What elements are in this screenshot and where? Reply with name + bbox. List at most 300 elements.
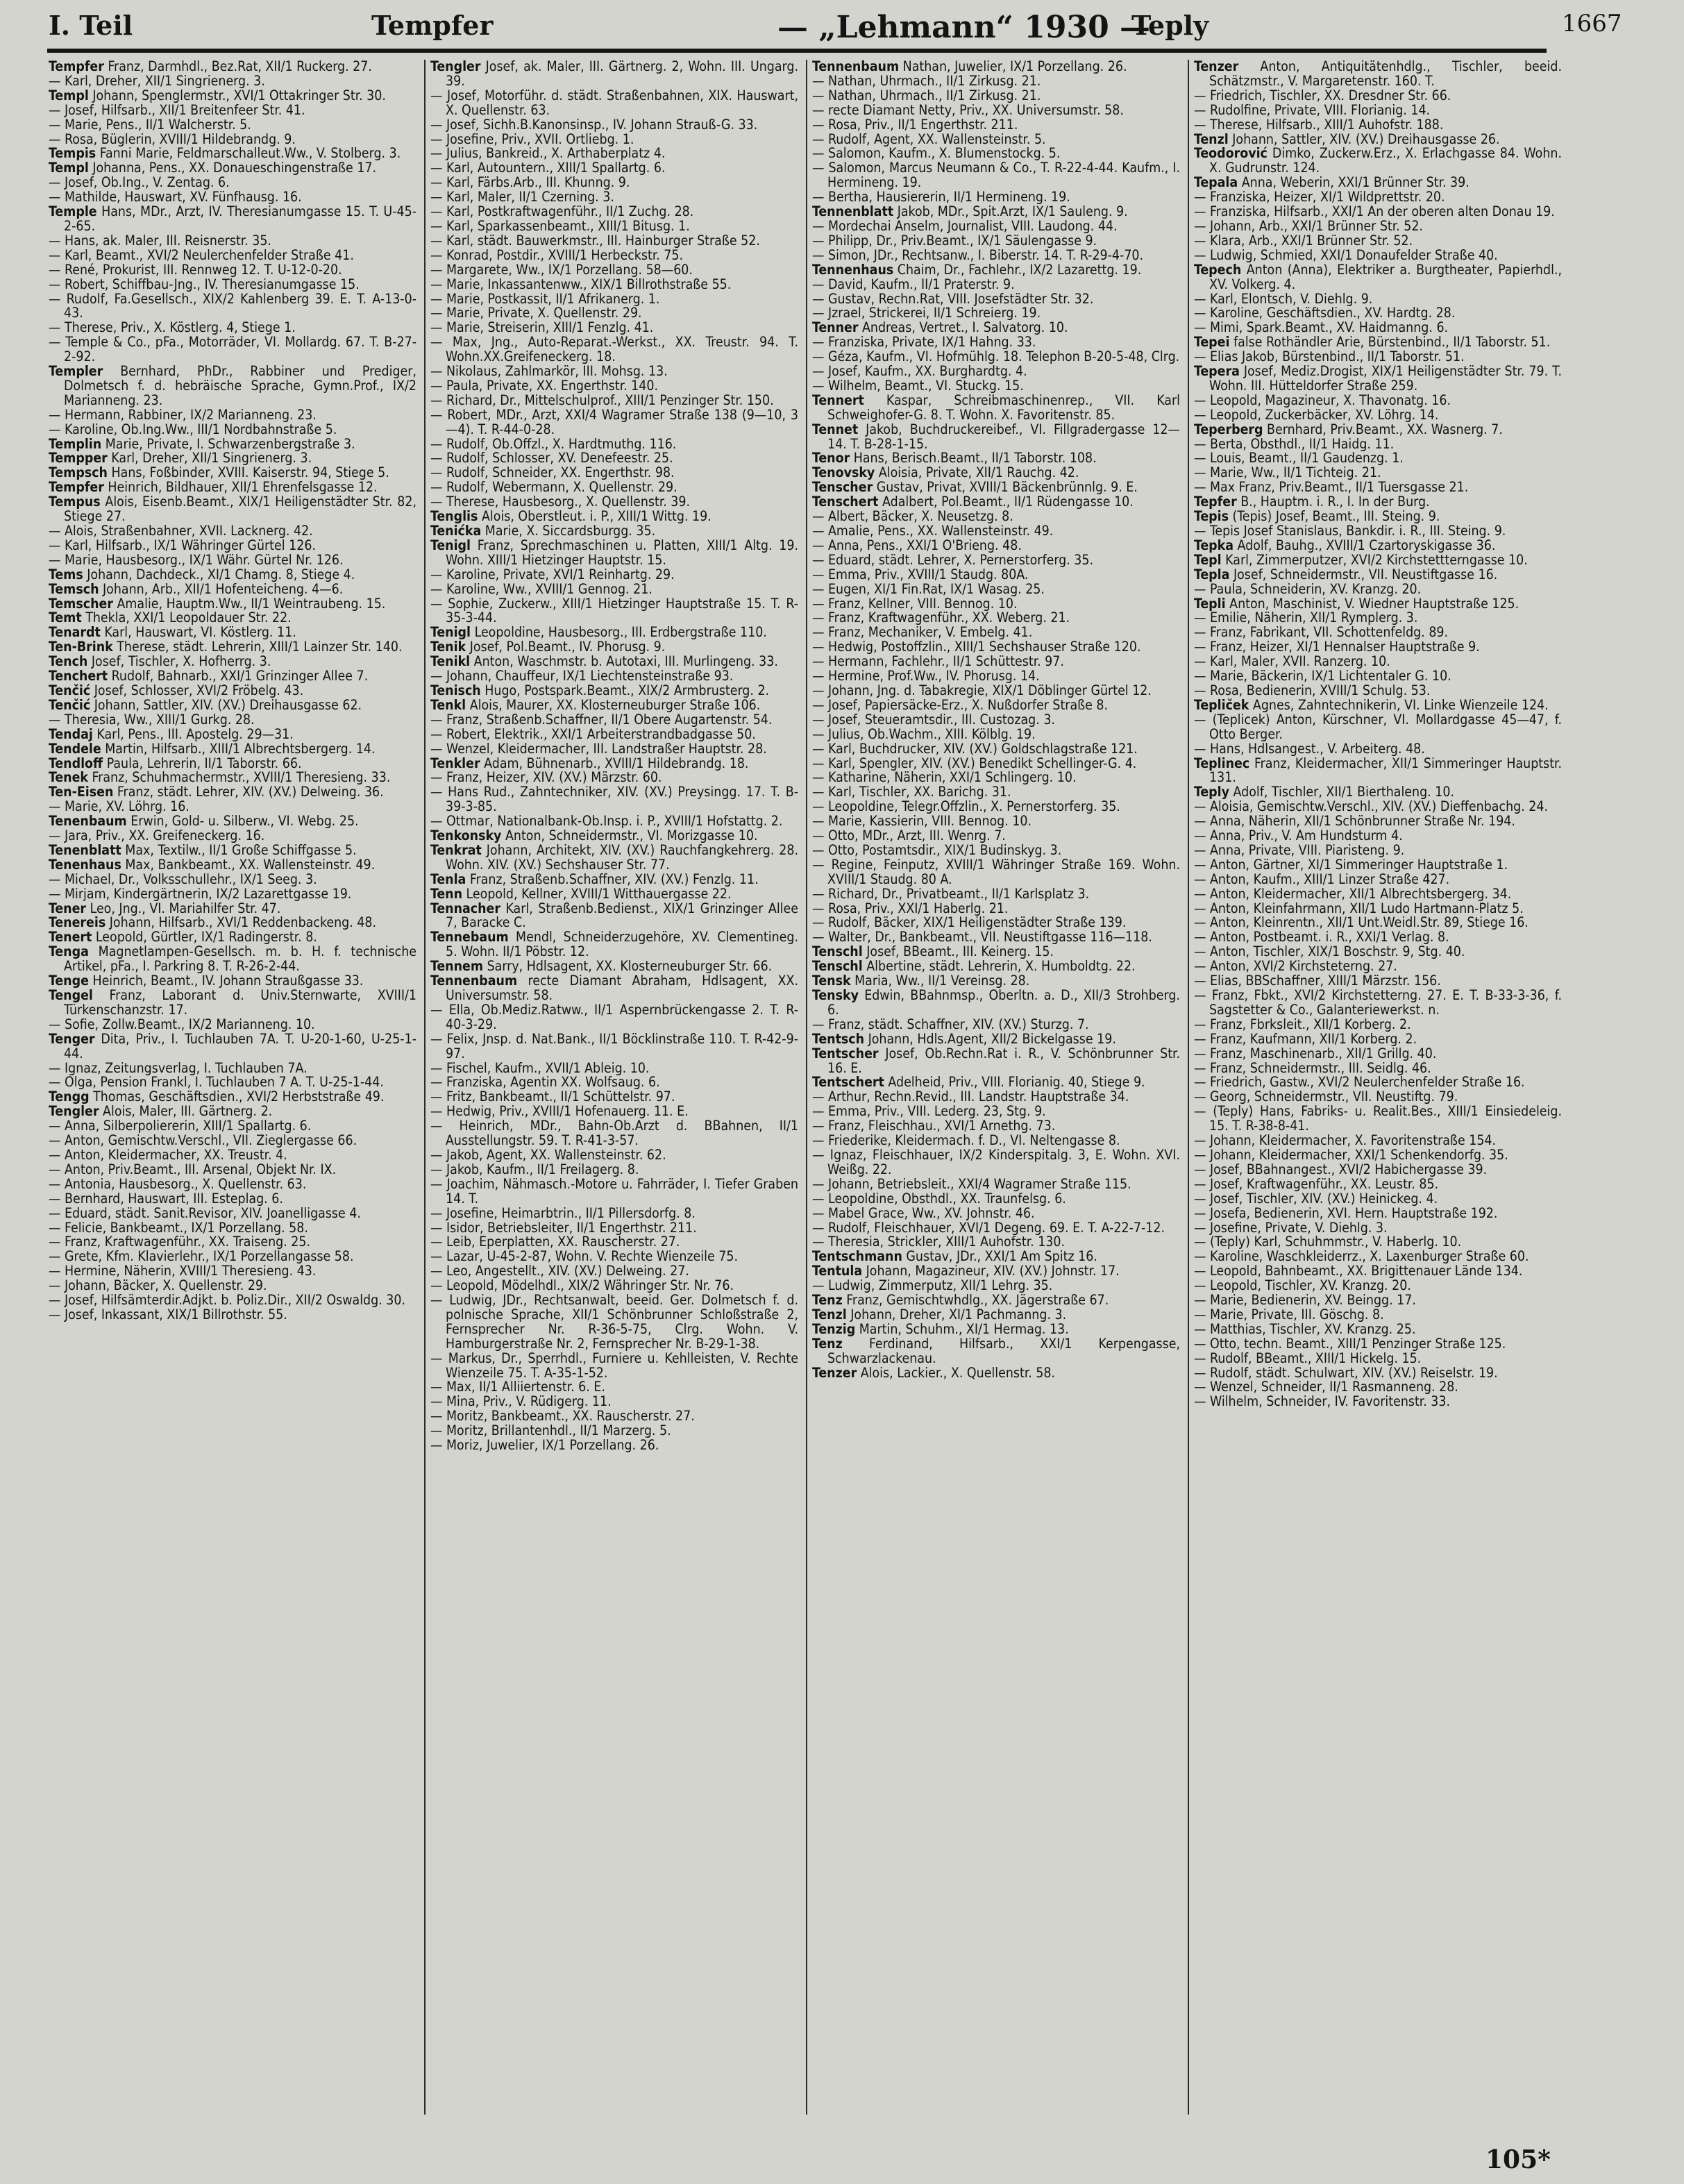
directory-entry: Tengler Alois, Maler, III. Gärtnerg. 2. xyxy=(49,1103,273,1120)
directory-entry: — Margarete, Ww., IX/1 Porzellang. 58—60. xyxy=(430,261,693,278)
entry-surname: Tennenbaum xyxy=(430,973,518,989)
directory-entry: — Leopoldine, Telegr.Offzlin., X. Pernerstorferg. 35. xyxy=(812,798,1120,815)
directory-entry: Tensky Edwin, BBahnmsp., Oberltn. a. D., XII/3 Strohberg. 6. xyxy=(812,987,1180,1018)
directory-entry: — Otto, Postamtsdir., XIX/1 Budinskyg. 3. xyxy=(812,841,1062,858)
directory-entry: Tenzer Alois, Lackier., X. Quellenstr. 58. xyxy=(812,1364,1056,1381)
entry-surname: Tepech xyxy=(1194,261,1242,278)
directory-entry: Temsch Johann, Arb., XII/1 Hofenteicheng. 4—6. xyxy=(49,580,344,597)
directory-entry: — Georg, Schneidermstr., VII. Neustiftg. 79. xyxy=(1194,1089,1458,1105)
directory-entry: — Nikolaus, Zahlmarkör, III. Mohsg. 13. xyxy=(430,363,668,380)
directory-entry: — Friedrich, Tischler, XX. Dresdner Str. 66. xyxy=(1194,87,1451,103)
directory-entry: — Karl, Spengler, XIV. (XV.) Benedikt Schellinger-G. 4. xyxy=(812,755,1137,771)
directory-entry: — Marie, Hausbesorg., IX/1 Währ. Gürtel Nr. 126. xyxy=(49,551,344,568)
directory-entry: Tennem Sarry, Hdlsagent, XX. Klosterneuburger Str. 66. xyxy=(430,958,773,975)
directory-entry: — Marie, Streiserin, XIII/1 Fenzlg. 41. xyxy=(430,319,654,336)
directory-entry: Tepis (Tepis) Josef, Beamt., III. Steing. 9. xyxy=(1194,508,1440,525)
directory-entry: — Emma, Priv., XVIII/1 Staudg. 80A. xyxy=(812,566,1029,582)
entry-surname: Tenge xyxy=(49,973,89,989)
directory-entry: Tenigl Leopoldine, Hausbesorg., III. Erdbergstraße 110. xyxy=(430,624,767,641)
entry-surname: Tempsch xyxy=(49,464,108,481)
entry-surname: Tenor xyxy=(812,450,850,467)
directory-entry: — Max, II/1 Alliiertenstr. 6. E. xyxy=(430,1379,605,1395)
directory-entry: — Rudolf, Webermann, X. Quellenstr. 29. xyxy=(430,479,677,496)
entry-surname: Temple xyxy=(49,203,97,220)
directory-entry: Tennenhaus Chaim, Dr., Fachlehr., IX/2 Lazarettg. 19. xyxy=(812,261,1142,278)
directory-entry: — Josef, BBahnangest., XVI/2 Habichergasse 39. xyxy=(1194,1161,1488,1177)
header-page-number: 1667 xyxy=(1562,10,1622,37)
entry-surname: Tempfer xyxy=(49,60,104,74)
directory-entry: Teodorović Dimko, Zuckerw.Erz., X. Erlachgasse 84. Wohn. X. Gudrunstr. 124. xyxy=(1194,145,1562,176)
directory-entry: — Josefine, Private, V. Diehlg. 3. xyxy=(1194,1219,1388,1236)
directory-entry: — Karl, Sparkassenbeamt., XIII/1 Bitusg. 1. xyxy=(430,217,690,234)
directory-entry: — Felicie, Bankbeamt., IX/1 Porzellang. 58. xyxy=(49,1219,308,1236)
directory-entry: — Arthur, Rechn.Revid., III. Landstr. Hauptstraße 34. xyxy=(812,1089,1129,1105)
directory-entry: — Josef, Kraftwagenführ., XX. Leustr. 85. xyxy=(1194,1175,1439,1192)
directory-entry: — Karl, Maler, XVII. Ranzerg. 10. xyxy=(1194,653,1390,670)
directory-entry: — Josef, Kaufm., XX. Burghardtg. 4. xyxy=(812,363,1027,380)
directory-entry: Tenigl Franz, Sprechmaschinen u. Platten, XIII/1 Altg. 19. Wohn. XIII/1 Hietzinger Hauptstr. 15. xyxy=(430,537,798,568)
directory-entry: Tenčić Josef, Schlosser, XVI/2 Fröbelg. 43. xyxy=(49,682,304,698)
entry-surname: Tenkrat xyxy=(430,841,482,858)
directory-entry: Tenschl Albertine, städt. Lehrerin, X. Humboldtg. 22. xyxy=(812,958,1136,975)
directory-entry: Tennert Kaspar, Schreibmaschinenrep., VII. Karl Schweighofer-G. 8. T. Wohn. X. Favoritenstr. 85. xyxy=(812,392,1180,423)
entry-surname: Tenzl xyxy=(812,1306,847,1322)
directory-entry: — (Teply) Hans, Fabriks- u. Realit.Bes., XIII/1 Einsiedeleig. 15. T. R-38-8-41. xyxy=(1194,1103,1562,1134)
directory-entry: — Ottmar, Nationalbank-Ob.Insp. i. P., XVIII/1 Hofstattg. 2. xyxy=(430,813,783,830)
directory-entry: — Therese, Priv., X. Köstlerg. 4, Stiege 1. xyxy=(49,319,296,336)
directory-entry: Temscher Amalie, Hauptm.Ww., II/1 Weintraubeng. 15. xyxy=(49,595,386,612)
directory-entry: — Karl, Hilfsarb., IX/1 Währinger Gürtel 126. xyxy=(49,537,316,553)
directory-entry: — Nathan, Uhrmach., II/1 Zirkusg. 21. xyxy=(812,72,1041,89)
entry-surname: Tenschl xyxy=(812,943,863,960)
directory-entry: Tennebaum Mendl, Schneiderzugehöre, XV. Clementineg. 5. Wohn. II/1 Pöbstr. 12. xyxy=(430,929,798,960)
directory-entry: Tepka Adolf, Bauhg., XVIII/1 Czartoryskigasse 36. xyxy=(1194,537,1496,553)
directory-entry: — Wenzel, Schneider, II/1 Rasmanneng. 28. xyxy=(1194,1379,1458,1395)
directory-entry: — Markus, Dr., Sperrhdl., Furniere u. Kehlleisten, V. Rechte Wienzeile 75. T. A-35-1-52. xyxy=(430,1350,798,1381)
directory-entry: — Franz, Fabrikant, VII. Schottenfeldg. 89. xyxy=(1194,624,1449,641)
column-divider xyxy=(806,60,807,2115)
directory-entry: — Hedwig, Priv., XVIII/1 Hofenauerg. 11. E. xyxy=(430,1103,689,1120)
directory-entry: — Leopold, Magazineur, X. Thavonatg. 16. xyxy=(1194,392,1451,408)
directory-entry: — Rosa, Büglerin, XVIII/1 Hildebrandg. 9. xyxy=(49,131,296,147)
header-first-word: Tempfer xyxy=(371,10,494,41)
directory-entry: — Josef, Hilfsarb., XII/1 Breitenfeer Str. 41. xyxy=(49,101,305,118)
directory-entry: Tenkrat Johann, Architekt, XIV. (XV.) Rauchfangkehrerg. 28. Wohn. XIV. (XV.) Sechshauser Str. 77. xyxy=(430,841,798,873)
directory-entry: — Simon, JDr., Rechtsanw., I. Biberstr. 14. T. R-29-4-70. xyxy=(812,246,1144,263)
entry-surname: Teodorović xyxy=(1194,145,1268,162)
entry-surname: Temt xyxy=(49,610,82,626)
directory-entry: — Rudolf, städt. Schulwart, XIV. (XV.) Reiselstr. 19. xyxy=(1194,1364,1498,1381)
entry-surname: Tempus xyxy=(49,494,101,510)
directory-entry: — Jzrael, Strickerei, II/1 Schreierg. 19. xyxy=(812,305,1041,321)
directory-entry: — Rudolfine, Private, VIII. Florianig. 14. xyxy=(1194,101,1431,118)
page-signature: 105* xyxy=(1485,2145,1551,2174)
directory-entry: — Hermann, Fachlehr., II/1 Schüttestr. 97. xyxy=(812,653,1064,670)
directory-entry: Ten-Brink Therese, städt. Lehrerin, XIII/1 Lainzer Str. 140. xyxy=(49,639,403,655)
directory-entry: — Gustav, Rechn.Rat, VIII. Josefstädter Str. 32. xyxy=(812,290,1094,307)
directory-entry: Tenn Leopold, Kellner, XVIII/1 Witthauergasse 22. xyxy=(430,885,732,902)
directory-entry: — Isidor, Betriebsleiter, II/1 Engerthstr. 211. xyxy=(430,1219,697,1236)
directory-entry: Tenardt Karl, Hauswart, VI. Köstlerg. 11. xyxy=(49,624,296,641)
entry-surname: Teply xyxy=(1194,784,1229,800)
directory-entry: — Fritz, Bankbeamt., II/1 Schüttelstr. 97. xyxy=(430,1089,675,1105)
directory-entry: — Karl, städt. Bauwerkmstr., III. Hainburger Straße 52. xyxy=(430,232,760,249)
directory-entry: — Walter, Dr., Bankbeamt., VII. Neustiftgasse 116—118. xyxy=(812,929,1152,946)
directory-entry: — Friederike, Kleidermach. f. D., VI. Neltengasse 8. xyxy=(812,1132,1120,1149)
directory-entry: Tenenhaus Max, Bankbeamt., XX. Wallensteinstr. 49. xyxy=(49,856,376,873)
directory-entry: Tenzl Johann, Sattler, XIV. (XV.) Dreihausgasse 26. xyxy=(1194,131,1500,147)
directory-entry: — recte Diamant Netty, Priv., XX. Universumstr. 58. xyxy=(812,101,1124,118)
header-rule xyxy=(47,49,1547,53)
directory-entry: — Anna, Silberpoliererin, XIII/1 Spallartg. 6. xyxy=(49,1118,312,1134)
directory-entry: — Josef, Steueramtsdir., III. Custozag. 3. xyxy=(812,711,1055,728)
directory-entry: — Philipp, Dr., Priv.Beamt., IX/1 Säulengasse 9. xyxy=(812,232,1097,249)
directory-entry: — Max Franz, Priv.Beamt., II/1 Tuersgasse 21. xyxy=(1194,479,1469,496)
directory-entry: — Josef, Sichh.B.Kanonsinsp., IV. Johann Strauß-G. 33. xyxy=(430,116,758,133)
directory-entry: Tenikl Anton, Waschmstr. b. Autotaxi, III. Murlingeng. 33. xyxy=(430,653,778,670)
directory-entry: Tenovsky Aloisia, Private, XII/1 Rauchg. 42. xyxy=(812,464,1079,481)
directory-entry: Tepliček Agnes, Zahntechnikerin, VI. Linke Wienzeile 124. xyxy=(1194,696,1549,713)
directory-entry: — Friedrich, Gastw., XVI/2 Neulerchenfelder Straße 16. xyxy=(1194,1074,1525,1091)
entry-surname: Tenenhaus xyxy=(49,856,121,873)
entry-surname: Tenik xyxy=(430,639,466,655)
directory-entry: — Bertha, Hausiererin, II/1 Hermineng. 19. xyxy=(812,189,1070,205)
directory-entry: — Karoline, Ww., XVIII/1 Gennog. 21. xyxy=(430,580,652,597)
entry-surname: Tenkl xyxy=(430,696,466,713)
directory-entry: — Karoline, Ob.Ing.Ww., III/1 Nordbahnstraße 5. xyxy=(49,421,337,437)
header-part: I. Teil xyxy=(49,10,133,41)
directory-entry: — Anna, Private, VIII. Piaristeng. 9. xyxy=(1194,841,1405,858)
directory-entry: — Temple & Co., pFa., Motorräder, VI. Mollardg. 67. T. B-27-2-92. xyxy=(49,334,416,365)
directory-entry: — Anna, Pens., XXI/1 O'Brieng. 48. xyxy=(812,537,1022,553)
directory-entry: — Marie, XV. Löhrg. 16. xyxy=(49,798,190,815)
directory-entry: — Franz, Straßenb.Schaffner, II/1 Obere Augartenstr. 54. xyxy=(430,711,773,728)
directory-entry: — Leopold, Zuckerbäcker, XV. Löhrg. 14. xyxy=(1194,406,1439,423)
directory-entry: — Regine, Feinputz, XVIII/1 Währinger Straße 169. Wohn. XVIII/1 Staudg. 80 A. xyxy=(812,856,1180,887)
directory-entry: Tempsch Hans, Foßbinder, XVIII. Kaiserstr. 94, Stiege 5. xyxy=(49,464,389,481)
directory-entry: — Johann, Betriebsleit., XXI/4 Wagramer Straße 115. xyxy=(812,1175,1131,1192)
entry-surname: Tensk xyxy=(812,973,851,989)
directory-entry: — Marie, Bedienerin, XV. Beingg. 17. xyxy=(1194,1292,1416,1309)
directory-entry: — Marie, Ww., II/1 Tichteig. 21. xyxy=(1194,464,1381,481)
directory-entry: — Franz, Heizer, XI/1 Hennalser Hauptstraße 9. xyxy=(1194,639,1480,655)
directory-entry: — Anton, Tischler, XIX/1 Boschstr. 9, Stg. 40. xyxy=(1194,943,1465,960)
entry-surname: Tenovsky xyxy=(812,464,875,481)
entry-surname: Tenkler xyxy=(430,755,480,771)
directory-entry: — Marie, Kassierin, VIII. Bennog. 10. xyxy=(812,813,1032,830)
directory-entry: Tepla Josef, Schneidermstr., VII. Neustiftgasse 16. xyxy=(1194,566,1498,582)
entry-surname: Ten-Brink xyxy=(49,639,113,655)
directory-entry: — Therese, Hausbesorg., X. Quellenstr. 39. xyxy=(430,494,691,510)
directory-entry: — Karl, Postkraftwagenführ., II/1 Zuchg. 28. xyxy=(430,203,694,220)
directory-entry: — Karl, Beamt., XVI/2 Neulerchenfelder Straße 41. xyxy=(49,246,354,263)
directory-entry: Templer Bernhard, PhDr., Rabbiner und Prediger, Dolmetsch f. d. hebräische Sprache, Gymn.Prof., IX/2 Marianneng. 23. xyxy=(49,363,416,408)
entry-surname: Temscher xyxy=(49,595,113,612)
entry-surname: Tennebaum xyxy=(430,929,509,946)
directory-entry: Tener Leo, Jng., VI. Mariahilfer Str. 47. xyxy=(49,900,281,916)
directory-entry: — Rosa, Priv., XXI/1 Haberlg. 21. xyxy=(812,900,1009,916)
entry-surname: Tempper xyxy=(49,450,108,467)
entry-surname: Tenzl xyxy=(1194,131,1229,147)
directory-entry: Tenzer Anton, Antiquitätenhdlg., Tischler, beeid. Schätzmstr., V. Margaretenstr. 160. T. xyxy=(1194,60,1562,89)
directory-entry: Temple Hans, MDr., Arzt, IV. Theresianumgasse 15. T. U-45-2-65. xyxy=(49,203,416,234)
entry-surname: Tenereis xyxy=(49,914,106,931)
directory-entry: Tentschert Adelheid, Priv., VIII. Florianig. 40, Stiege 9. xyxy=(812,1074,1145,1091)
directory-entry: Tenschl Josef, BBeamt., III. Keinerg. 15. xyxy=(812,943,1054,960)
directory-entry: — Franziska, Private, IX/1 Hahng. 33. xyxy=(812,334,1036,351)
directory-entry: — Franz, Fbrksleit., XII/1 Korberg. 2. xyxy=(1194,1016,1411,1032)
directory-entry: — Otto, MDr., Arzt, III. Wenrg. 7. xyxy=(812,828,1006,844)
directory-entry: — Rudolf, Schlosser, XV. Denefeestr. 25. xyxy=(430,450,673,467)
directory-entry: Tenkl Alois, Maurer, XX. Klosterneuburger Straße 106. xyxy=(430,696,761,713)
directory-entry: — Julius, Bankreid., X. Arthaberplatz 4. xyxy=(430,145,666,162)
directory-entry: — Karl, Maler, II/1 Czerning. 3. xyxy=(430,189,614,205)
directory-entry: — Anton, Kleinrentn., XII/1 Unt.Weidl.Str. 89, Stiege 16. xyxy=(1194,914,1529,931)
directory-entry: — Sofie, Zollw.Beamt., IX/2 Marianneng. 10. xyxy=(49,1016,315,1032)
directory-entry: — Josef, Motorführ. d. städt. Straßenbahnen, XIX. Hauswart, X. Quellenstr. 63. xyxy=(430,87,798,118)
directory-entry: — Anton, Kaufm., XIII/1 Linzer Straße 427. xyxy=(1194,871,1450,887)
entry-surname: Tentsch xyxy=(812,1030,865,1047)
directory-entry: Tennet Jakob, Buchdruckereibef., VI. Fillgradergasse 12—14. T. B-28-1-15. xyxy=(812,421,1180,452)
directory-entry: Tentscher Josef, Ob.Rechn.Rat i. R., V. Schönbrunner Str. 16. E. xyxy=(812,1045,1180,1076)
directory-entry: Temt Thekla, XXI/1 Leopoldauer Str. 22. xyxy=(49,610,292,626)
directory-entry: — Franz, Schneidermstr., III. Seidlg. 46. xyxy=(1194,1059,1431,1076)
directory-entry: Tendloff Paula, Lehrerin, II/1 Taborstr. 66. xyxy=(49,755,302,771)
entry-surname: Tenek xyxy=(49,769,89,786)
directory-entry: — Rudolf, BBeamt., XIII/1 Hickelg. 15. xyxy=(1194,1350,1422,1366)
directory-entry: — Mirjam, Kindergärtnerin, IX/2 Lazarettgasse 19. xyxy=(49,885,352,902)
directory-entry: — Moritz, Bankbeamt., XX. Rauscherstr. 27. xyxy=(430,1408,695,1425)
directory-entry: — Karl, Elontsch, V. Diehlg. 9. xyxy=(1194,290,1373,307)
directory-entry: — Josef, Hilfsämterdir.Adjkt. b. Poliz.Dir., XII/2 Oswaldg. 30. xyxy=(49,1292,406,1309)
directory-entry: — Robert, Elektrik., XXI/1 Arbeiterstrandbadgasse 50. xyxy=(430,725,756,742)
directory-entry: Tenčić Johann, Sattler, XIV. (XV.) Dreihausgasse 62. xyxy=(49,696,362,713)
entry-surname: Teperberg xyxy=(1194,421,1263,437)
entry-surname: Tenz xyxy=(812,1292,843,1309)
directory-entry: — Jara, Priv., XX. Greifeneckerg. 16. xyxy=(49,828,265,844)
directory-entry: — Hermine, Näherin, XVIII/1 Theresieng. 43. xyxy=(49,1263,317,1279)
entry-surname: Tennenblatt xyxy=(812,203,894,220)
directory-entry: — Max, Jng., Auto-Reparat.-Werkst., XX. Treustr. 94. T. Wohn.XX.Greifeneckerg. 18. xyxy=(430,334,798,365)
directory-entry: — Emilie, Näherin, XII/1 Rymplerg. 3. xyxy=(1194,610,1418,626)
directory-entry: — Albert, Bäcker, X. Neusetzg. 8. xyxy=(812,508,1013,525)
directory-entry: Tempis Fanni Marie, Feldmarschalleut.Ww., V. Stolberg. 3. xyxy=(49,145,401,162)
page-header xyxy=(0,6,1684,47)
entry-surname: Templ xyxy=(49,160,89,176)
directory-entry: — Jakob, Kaufm., II/1 Freilagerg. 8. xyxy=(430,1161,639,1177)
directory-entry: — Ludwig, Schmied, XXI/1 Donaufelder Straße 40. xyxy=(1194,246,1498,263)
directory-entry: — Karl, Tischler, XX. Barichg. 31. xyxy=(812,784,1011,800)
directory-entry: — Anna, Näherin, XII/1 Schönbrunner Straße Nr. 194. xyxy=(1194,813,1515,830)
entry-surname: Tenenblatt xyxy=(49,841,121,858)
entry-surname: Tenićka xyxy=(430,523,482,539)
entry-surname: Tepliček xyxy=(1194,696,1249,713)
directory-entry: — Mabel Grace, Ww., XV. Johnstr. 46. xyxy=(812,1204,1035,1221)
directory-entry: — Eugen, XI/1 Fin.Rat, IX/1 Wasag. 25. xyxy=(812,580,1045,597)
directory-entry: — Franziska, Agentin XX. Wolfsaug. 6. xyxy=(430,1074,660,1091)
entry-surname: Tenscher xyxy=(812,479,873,496)
directory-entry: — Richard, Dr., Mittelschulprof., XIII/1 Penzinger Str. 150. xyxy=(430,392,774,408)
directory-entry: Tenereis Johann, Hilfsarb., XVI/1 Reddenbackeng. 48. xyxy=(49,914,377,931)
entry-surname: Tentscher xyxy=(812,1045,879,1061)
directory-entry: Tengel Franz, Laborant d. Univ.Sternwarte, XVIII/1 Türkenschanzstr. 17. xyxy=(49,987,416,1018)
directory-entry: — Johann, Chauffeur, IX/1 Liechtensteinstraße 93. xyxy=(430,668,734,684)
entry-surname: Tepala xyxy=(1194,174,1238,191)
entry-surname: Tennenbaum xyxy=(812,60,900,74)
directory-entry: Teperberg Bernhard, Priv.Beamt., XX. Wasnerg. 7. xyxy=(1194,421,1503,437)
directory-entry: — Franz, Kellner, VIII. Bennog. 10. xyxy=(812,595,1018,612)
entry-surname: Tener xyxy=(49,900,87,916)
directory-entry: Tempfer Franz, Darmhdl., Bez.Rat, XII/1 Ruckerg. 27. xyxy=(49,60,372,74)
directory-entry: — Josefine, Heimarbtrin., II/1 Pillersdorfg. 8. xyxy=(430,1204,696,1221)
directory-entry: — Leib, Eperplatten, XX. Rauscherstr. 27. xyxy=(430,1234,680,1250)
directory-entry: — Marie, Postkassit, II/1 Afrikanerg. 1. xyxy=(430,290,660,307)
directory-entry: — Karl, Färbs.Arb., III. Khunng. 9. xyxy=(430,174,630,191)
directory-entry: Tenzl Johann, Dreher, XI/1 Pachmanng. 3. xyxy=(812,1306,1067,1322)
directory-entry: — Lazar, U-45-2-87, Wohn. V. Rechte Wienzeile 75. xyxy=(430,1248,738,1265)
directory-entry: — Marie, Private, X. Quellenstr. 29. xyxy=(430,305,642,321)
entry-surname: Tendaj xyxy=(49,725,93,742)
directory-entry: Tempper Karl, Dreher, XII/1 Singrienerg. 3. xyxy=(49,450,312,467)
directory-entry: Tench Josef, Tischler, X. Hofherrg. 3. xyxy=(49,653,271,670)
directory-entry: — Leopoldine, Obsthdl., XX. Traunfelsg. 6. xyxy=(812,1190,1066,1207)
directory-entry: — Ludwig, JDr., Rechtsanwalt, beeid. Ger. Dolmetsch f. d. polnische Sprache, XII/1 Schönbrunner Schloßstraße 2, Fernsprecher Nr. R-36-5-75, Clrg. Wohn. V. Hamburgerstraße Nr. 2, Fernsprecher Nr. B-29-1-38. xyxy=(430,1292,798,1352)
directory-entry: — Franz, Heizer, XIV. (XV.) Märzstr. 60. xyxy=(430,769,662,786)
directory-entry: Tendaj Karl, Pens., III. Apostelg. 29—31. xyxy=(49,725,294,742)
directory-entry: — Franz, Kraftwagenführ., XX. Traiseng. 25. xyxy=(49,1234,311,1250)
directory-entry: — Johann, Kleidermacher, XXI/1 Schenkendorfg. 35. xyxy=(1194,1146,1508,1163)
directory-entry: Tentschmann Gustav, JDr., XXI/1 Am Spitz 16. xyxy=(812,1248,1097,1265)
directory-entry: Tentula Johann, Magazineur, XIV. (XV.) Johnstr. 17. xyxy=(812,1263,1120,1279)
directory-entry: Tems Johann, Dachdeck., XI/1 Chamg. 8, Stiege 4. xyxy=(49,566,355,582)
entry-surname: Tentschert xyxy=(812,1074,884,1091)
directory-entry: Tennenbaum recte Diamant Abraham, Hdlsagent, XX. Universumstr. 58. xyxy=(430,973,798,1003)
directory-entry: — Theresia, Strickler, XIII/1 Auhofstr. 130. xyxy=(812,1234,1066,1250)
directory-entry: Tenkler Adam, Bühnenarb., XVIII/1 Hildebrandg. 18. xyxy=(430,755,749,771)
entry-surname: Tenigl xyxy=(430,624,471,641)
directory-entry: — Louis, Beamt., II/1 Gaudenzg. 1. xyxy=(1194,450,1404,467)
entry-surname: Tenger xyxy=(49,1030,95,1047)
header-title: — „Lehmann“ 1930 — xyxy=(777,10,1151,45)
entry-surname: Tepei xyxy=(1194,334,1230,351)
directory-entry: — Joachim, Nähmasch.-Motore u. Fahrräder, I. Tiefer Graben 14. T. xyxy=(430,1175,798,1207)
directory-entry: — Marie, Inkassantenww., XIX/1 Billrothstraße 55. xyxy=(430,276,732,292)
entry-surname: Tengler xyxy=(49,1103,99,1120)
directory-entry: — Rudolf, Fa.Gesellsch., XIX/2 Kahlenberg 39. E. T. A-13-0-43. xyxy=(49,290,416,321)
directory-entry: — Richard, Dr., Privatbeamt., II/1 Karlsplatz 3. xyxy=(812,885,1090,902)
directory-entry: — Franz, Kaufmann, XII/1 Korberg. 2. xyxy=(1194,1030,1417,1047)
directory-entry: — Alois, Straßenbahner, XVII. Lacknerg. 42. xyxy=(49,523,313,539)
directory-entry: — Fischel, Kaufm., XVII/1 Ableig. 10. xyxy=(430,1059,650,1076)
directory-entry: Tengg Thomas, Geschäftsdien., XVI/2 Herbststraße 49. xyxy=(49,1089,385,1105)
directory-entry: — Grete, Kfm. Klavierlehr., IX/1 Porzellangasse 58. xyxy=(49,1248,354,1265)
column-divider xyxy=(1188,60,1189,2115)
directory-entry: — Wilhelm, Schneider, IV. Favoritenstr. 33. xyxy=(1194,1393,1451,1410)
directory-entry: — Wilhelm, Beamt., VI. Stuckg. 15. xyxy=(812,377,1024,394)
directory-entry: — Aloisia, Gemischtw.Verschl., XIV. (XV.) Dieffenbachg. 24. xyxy=(1194,798,1549,815)
directory-entry: Tenchert Rudolf, Bahnarb., XXI/1 Grinzinger Allee 7. xyxy=(49,668,369,684)
directory-entry: Tenkonsky Anton, Schneidermstr., VI. Morizgasse 10. xyxy=(430,828,758,844)
header-last-word: Teply xyxy=(1131,10,1209,41)
directory-entry: Templ Johann, Spenglermstr., XVI/1 Ottakringer Str. 30. xyxy=(49,87,386,103)
directory-entry: Tenzig Martin, Schuhm., XI/1 Hermag. 13. xyxy=(812,1320,1069,1337)
directory-entry: — Jakob, Agent, XX. Wallensteinstr. 62. xyxy=(430,1146,666,1163)
entry-surname: Tenzig xyxy=(812,1320,856,1337)
entry-surname: Tenardt xyxy=(49,624,101,641)
entry-surname: Tepl xyxy=(1194,551,1222,568)
directory-entry: — Franz, städt. Schaffner, XIV. (XV.) Sturzg. 7. xyxy=(812,1016,1089,1032)
directory-entry: — Amalie, Pens., XX. Wallensteinstr. 49. xyxy=(812,523,1054,539)
entry-surname: Tenn xyxy=(430,885,463,902)
directory-entry: — Rudolf, Bäcker, XIX/1 Heiligenstädter Straße 139. xyxy=(812,914,1127,931)
entry-surname: Tenner xyxy=(812,319,859,336)
entry-surname: Temsch xyxy=(49,580,99,597)
directory-entry: — Leopold, Mödelhdl., XIX/2 Währinger Str. Nr. 76. xyxy=(430,1277,734,1294)
directory-entry: — Marie, Bäckerin, IX/1 Lichtentaler G. 10. xyxy=(1194,668,1451,684)
directory-entry: Tenenblatt Max, Textilw., II/1 Große Schiffgasse 5. xyxy=(49,841,357,858)
directory-entry: — Otto, techn. Beamt., XIII/1 Penzinger Straße 125. xyxy=(1194,1335,1506,1352)
directory-entry: — Konrad, Postdir., XVIII/1 Herbeckstr. 75. xyxy=(430,246,684,263)
directory-entry: — Mordechai Anselm, Journalist, VIII. Laudong. 44. xyxy=(812,217,1118,234)
directory-entry: Tepala Anna, Weberin, XXI/1 Brünner Str. 39. xyxy=(1194,174,1470,191)
directory-entry: — Paula, Schneiderin, XV. Kranzg. 20. xyxy=(1194,580,1422,597)
entry-surname: Templin xyxy=(49,435,102,452)
directory-entry: — Ella, Ob.Mediz.Ratww., II/1 Aspernbrückengasse 2. T. R-40-3-29. xyxy=(430,1001,798,1032)
directory-entry: — Karoline, Geschäftsdien., XV. Hardtg. 28. xyxy=(1194,305,1456,321)
entry-surname: Tendloff xyxy=(49,755,103,771)
directory-entry: — Mathilde, Hauswart, XV. Fünfhausg. 16. xyxy=(49,189,302,205)
directory-entry: — Elias Jakob, Bürstenbind., II/1 Taborstr. 51. xyxy=(1194,348,1465,365)
directory-column-2 xyxy=(430,60,798,2115)
directory-entry: — Karoline, Waschkleiderrz., X. Laxenburger Straße 60. xyxy=(1194,1248,1529,1265)
directory-entry: — Josef, Tischler, XIV. (XV.) Heinickeg. 4. xyxy=(1194,1190,1438,1207)
entry-surname: Templ xyxy=(49,87,89,103)
directory-entry: Tenglis Alois, Oberstleut. i. P., XIII/1 Wittg. 19. xyxy=(430,508,712,525)
directory-entry: Tennenblatt Jakob, MDr., Spit.Arzt, IX/1 Sauleng. 9. xyxy=(812,203,1128,220)
entry-surname: Tenisch xyxy=(430,682,481,698)
directory-entry: — Anton, Kleidermacher, XX. Treustr. 4. xyxy=(49,1146,287,1163)
directory-entry: — Karl, Autountern., XIII/1 Spallartg. 6. xyxy=(430,160,666,176)
directory-entry: — Rosa, Bedienerin, XVIII/1 Schulg. 53. xyxy=(1194,682,1431,698)
directory-entry: — Hans, ak. Maler, III. Reisnerstr. 35. xyxy=(49,232,271,249)
directory-entry: Tendele Martin, Hilfsarb., XIII/1 Albrechtsbergerg. 14. xyxy=(49,740,376,757)
directory-entry: — Josefine, Priv., XVII. Ortliebg. 1. xyxy=(430,131,634,147)
directory-entry: — René, Prokurist, III. Rennweg 12. T. U-12-0-20. xyxy=(49,261,342,278)
directory-entry: — Robert, MDr., Arzt, XXI/4 Wagramer Straße 138 (9—10, 3—4). T. R-44-0-28. xyxy=(430,406,798,437)
directory-entry: Tenga Magnetlampen-Gesellsch. m. b. H. f. technische Artikel, pFa., I. Parkring 8. T. R-26-2-44. xyxy=(49,943,416,975)
entry-surname: Tenla xyxy=(430,871,466,887)
directory-entry: — Olga, Pension Frankl, I. Tuchlauben 7 A. T. U-25-1-44. xyxy=(49,1074,384,1091)
directory-entry: Tenisch Hugo, Postspark.Beamt., XIX/2 Armbrusterg. 2. xyxy=(430,682,770,698)
directory-entry: — Hans Rud., Zahntechniker, XIV. (XV.) Preysingg. 17. T. B-39-3-85. xyxy=(430,784,798,815)
directory-entry: — Nathan, Uhrmach., II/1 Zirkusg. 21. xyxy=(812,87,1041,103)
entry-surname: Tengel xyxy=(49,987,93,1003)
directory-entry: — Anton, Postbeamt. i. R., XXI/1 Verlag. 8. xyxy=(1194,929,1449,946)
directory-entry: Tenz Ferdinand, Hilfsarb., XXI/1 Kerpengasse, Schwarzlackenau. xyxy=(812,1335,1180,1366)
directory-entry: — Bernhard, Hauswart, III. Esteplag. 6. xyxy=(49,1190,283,1207)
directory-entry: — Ignaz, Fleischhauer, IX/2 Kinderspitalg. 3, E. Wohn. XVI. Weißg. 22. xyxy=(812,1146,1180,1177)
entry-surname: Tengg xyxy=(49,1089,90,1105)
entry-surname: Tepla xyxy=(1194,566,1230,582)
directory-entry: Tenge Heinrich, Beamt., IV. Johann Straußgasse 33. xyxy=(49,973,364,989)
entry-surname: Tenert xyxy=(49,929,92,946)
column-divider xyxy=(424,60,426,2115)
directory-entry: — Rudolf, Schneider, XX. Engerthstr. 98. xyxy=(430,464,675,481)
directory-entry: — Mina, Priv., V. Rüdigerg. 11. xyxy=(430,1393,612,1410)
entry-surname: Tems xyxy=(49,566,83,582)
entry-surname: Tenz xyxy=(812,1335,843,1352)
directory-entry: — Theresia, Ww., XIII/1 Gurkg. 28. xyxy=(49,711,255,728)
